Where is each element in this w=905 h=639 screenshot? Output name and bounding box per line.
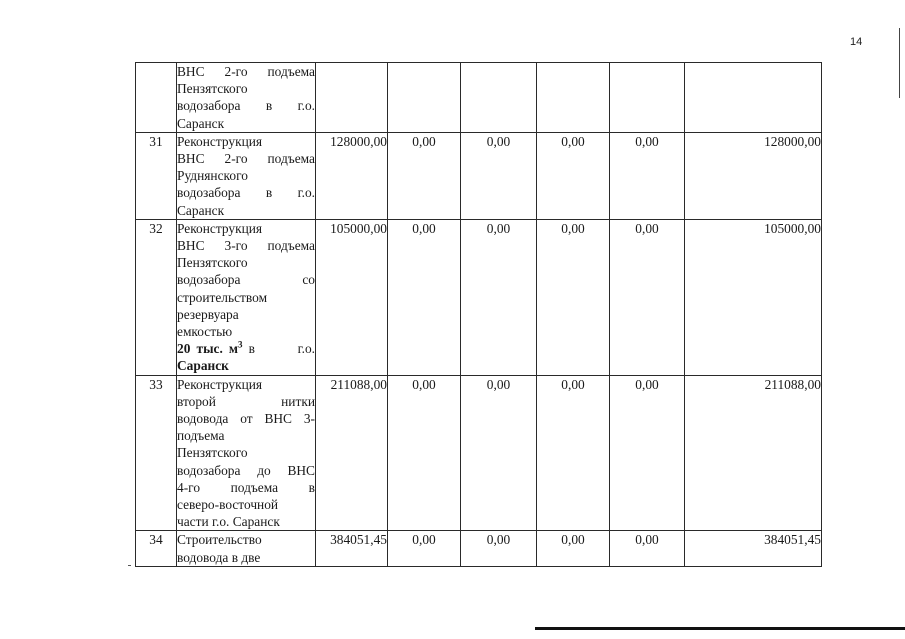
year4-cell: 0,00 <box>610 531 685 566</box>
table-row <box>136 132 822 219</box>
object-name-line: второй нитки <box>177 393 315 409</box>
object-name-line: 20 тыс. $м^3$ в г.о. <box>177 339 315 357</box>
total-cell <box>685 63 822 133</box>
page-number: 14 <box>850 36 863 48</box>
year4-cell: 0,00 <box>610 219 685 375</box>
table-row <box>136 531 822 566</box>
scan-edge-mark <box>899 28 900 98</box>
row-number-cell: 31 <box>136 132 177 219</box>
object-name-cell <box>177 531 316 566</box>
object-name-line: Саранск <box>177 202 225 218</box>
year2-cell: 0,00 <box>461 219 537 375</box>
row-number-cell: 34 <box>136 531 177 566</box>
year2-cell <box>461 63 537 133</box>
year2-cell: 0,00 <box>461 132 537 219</box>
year1-cell: 0,00 <box>388 375 461 531</box>
object-name-cell <box>177 375 316 531</box>
year3-cell: 0,00 <box>537 219 610 375</box>
cost-cell: 105000,00 <box>316 219 388 375</box>
cost-cell: 384051,45 <box>316 531 388 566</box>
scan-bottom-bar <box>535 627 905 630</box>
year3-cell: 0,00 <box>537 132 610 219</box>
table-row <box>136 63 822 133</box>
table-row <box>136 375 822 531</box>
object-name-line: ВНС 3-го подъема <box>177 238 315 254</box>
year4-cell: 0,00 <box>610 132 685 219</box>
object-name-line: ВНС 2-го подъема <box>177 64 315 79</box>
row-number-cell <box>136 63 177 133</box>
total-cell: 384051,45 <box>685 531 822 566</box>
scan-dot <box>128 565 131 566</box>
object-name-line: водовода в две <box>177 549 261 565</box>
object-name-line: емкостью <box>177 324 233 340</box>
table-body <box>136 63 822 567</box>
object-name-line: Пензятского <box>177 255 248 271</box>
row-number-cell: 32 <box>136 219 177 375</box>
table-row <box>136 219 822 375</box>
row-number-cell: 33 <box>136 375 177 531</box>
year1-cell: 0,00 <box>388 219 461 375</box>
total-cell: 211088,00 <box>685 375 822 531</box>
object-name-line: северо-восточной <box>177 497 279 513</box>
total-cell: 128000,00 <box>685 132 822 219</box>
object-name-line: Реконструкция <box>177 376 263 392</box>
object-name-line: водозабора со <box>177 272 315 288</box>
object-name-line: части г.о. Саранск <box>177 514 280 530</box>
object-name-line: резервуара <box>177 306 239 322</box>
object-name-line: Руднянского <box>177 168 248 184</box>
cost-cell <box>316 63 388 133</box>
object-name-line: водозабора в г.о. <box>177 98 315 114</box>
object-name-line: Строительство <box>177 532 262 548</box>
program-table <box>135 62 822 567</box>
object-name-line: ВНС 2-го подъема <box>177 151 315 167</box>
year2-cell: 0,00 <box>461 375 537 531</box>
object-name-cell <box>177 219 316 375</box>
object-name-line: Пензятского <box>177 445 248 461</box>
total-cell: 105000,00 <box>685 219 822 375</box>
year1-cell: 0,00 <box>388 132 461 219</box>
year3-cell: 0,00 <box>537 375 610 531</box>
object-name-line: водозабора до ВНС <box>177 462 315 478</box>
year2-cell: 0,00 <box>461 531 537 566</box>
year4-cell <box>610 63 685 133</box>
object-name-line: подъема <box>177 428 225 444</box>
object-name-cell <box>177 132 316 219</box>
object-name-cell <box>177 63 316 133</box>
year3-cell: 0,00 <box>537 531 610 566</box>
cost-cell: 211088,00 <box>316 375 388 531</box>
object-name-line: Реконструкция <box>177 133 263 149</box>
cost-cell: 128000,00 <box>316 132 388 219</box>
object-name-line: строительством <box>177 289 268 305</box>
year1-cell: 0,00 <box>388 531 461 566</box>
object-name-line: Саранск <box>177 358 229 374</box>
object-name-line: 4-го подъема в <box>177 479 315 495</box>
object-name-line: Реконструкция <box>177 220 263 236</box>
year4-cell: 0,00 <box>610 375 685 531</box>
object-name-line: Пензятского <box>177 81 248 97</box>
object-name-line: Саранск <box>177 115 225 131</box>
object-name-line: водовода от ВНС 3- <box>177 411 315 427</box>
year1-cell <box>388 63 461 133</box>
object-name-line: водозабора в г.о. <box>177 185 315 201</box>
year3-cell <box>537 63 610 133</box>
